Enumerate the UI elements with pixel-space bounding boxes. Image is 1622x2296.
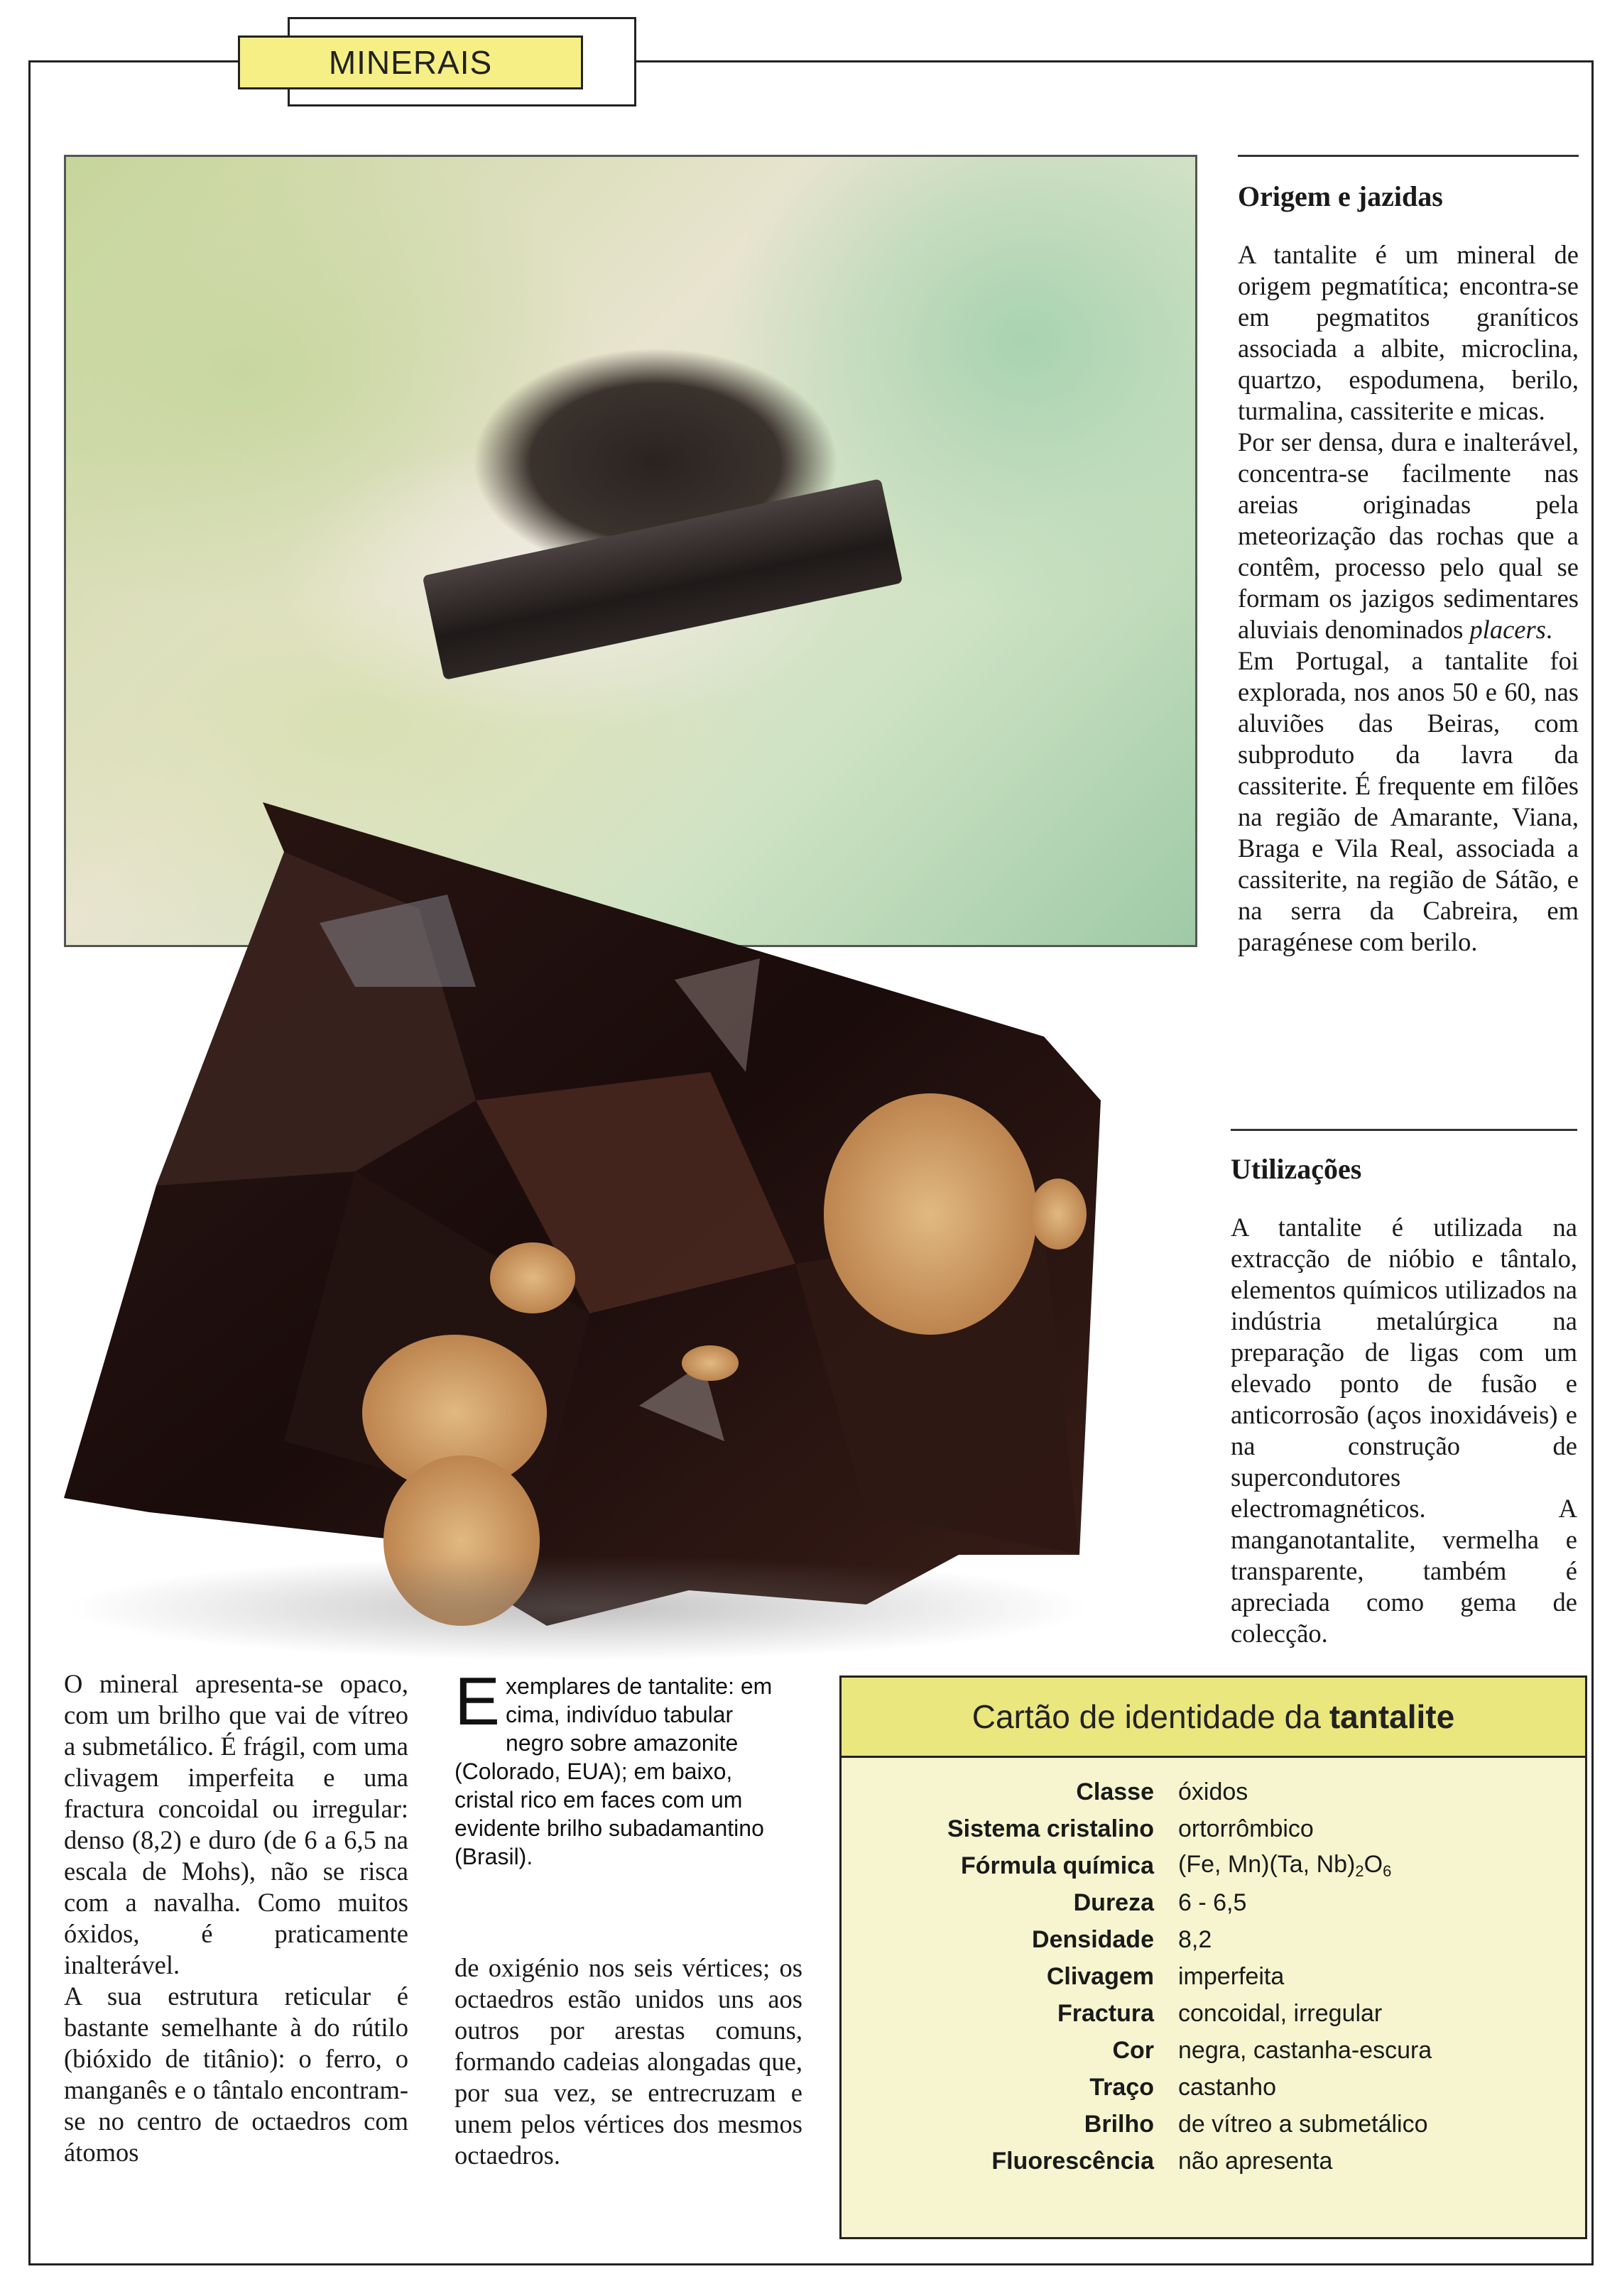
id-row-brilho: Brilho de vítreo a submetálico (1084, 2110, 1428, 2138)
page-frame-bottom (28, 2263, 1594, 2265)
id-row-cor: Cor negra, castanha-escura (1112, 2036, 1432, 2064)
origin-section (1238, 181, 1579, 958)
origin-paragraph-2: Por ser densa, dura e inalterável, concentra-se facilmente nas areias originadas pela meteorização das rochas que a contêm, processo pelo qual se formam os jazigos sedimentares aluviais denominados placers. (1238, 427, 1579, 644)
page-frame-left (28, 60, 31, 2265)
uses-paragraph-1: A tantalite é utilizada na extracção de nióbio e tântalo, elementos químicos utilizados na indústria metalúrgica na preparação de ligas com um elevado ponto de fusão e anticorrosão (aços inoxidáveis) e na construção de supercondutores electromagnéticos. A manganotantalite, vermelha e transparente, também é apreciada como gema de colecção. (1231, 1213, 1577, 1648)
id-row-formula: Fórmula química (Fe, Mn)(Ta, $Nb)_2O_6$ (960, 1851, 1392, 1880)
mineral-name: tantalite (1329, 1698, 1455, 1735)
tabular-crystal-shape (423, 479, 903, 680)
uses-section (1231, 1154, 1577, 1649)
id-row-traco: Traço castanho (1089, 2073, 1276, 2101)
photo-tantalite-crystal (50, 802, 1101, 1675)
id-row-classe: Classe óxidos (1076, 1778, 1248, 1805)
id-row-dureza: Dureza 6 - 6,5 (1073, 1888, 1247, 1916)
origin-heading: Origem e jazidas (1238, 180, 1443, 212)
page-frame-right (1591, 60, 1594, 2265)
uses-rule (1231, 1129, 1577, 1131)
origin-rule (1238, 155, 1579, 157)
body-mid-paragraph-1: de oxigénio nos seis vértices; os octaedros estão unidos uns aos outros por arestas comuns, formando cadeias alongadas que, por sua vez, se entrecruzam e unem pelos vértices dos mesmos octaedros. (455, 1953, 802, 2170)
identity-card-title: Cartão de identidade da tantalite (842, 1678, 1585, 1758)
origin-paragraph-1: A tantalite é um mineral de origem pegmatítica; encontra-se em pegmatitos graníticos associada a albite, microclina, quartzo, espodumena, berilo, turmalina, cassiterite e micas. (1238, 240, 1579, 425)
caption-text: xemplares de tantalite: em cima, indivíduo tabular negro sobre amazonite (Colorado, EUA); em baixo, cristal rico em faces com um evidente brilho subadamantino (Brasil). (455, 1673, 773, 1869)
body-left-paragraph-1: O mineral apresenta-se opaco, com um brilho que vai de vítreo a submetálico. É frágil, com uma clivagem imperfeita e uma fractura concoidal ou irregular: denso (8,2) e duro (de 6 a 6,5 na escala de Mohs), não se risca com a navalha. Como muitos óxidos, é praticamente inalterável. (64, 1669, 408, 1979)
origin-paragraph-3: Em Portugal, a tantalite foi explorada, nos anos 50 e 60, nas aluviões das Beiras, com subproduto da lavra da cassiterite. É frequente em filões na região de Amarante, Viana, Braga e Vila Real, associada a cassiterite, na região de Sátão, e na serra da Cabreira, em paragénese com berilo. (1238, 646, 1579, 956)
body-left-paragraph-2: A sua estrutura reticular é bastante semelhante à do rútilo (bióxido de titânio): o ferro, o manganês e o tântalo encontram-se no centro de octaedros com átomos (64, 1981, 408, 2167)
body-mid-column (455, 1952, 802, 2171)
section-tag (238, 35, 586, 87)
placers-term: placers (1469, 615, 1546, 644)
uses-heading: Utilizações (1231, 1153, 1362, 1185)
id-row-fluorescencia: Fluorescência não apresenta (991, 2147, 1333, 2175)
caption-dropcap: E (455, 1663, 501, 1739)
id-row-fractura: Fractura concoidal, irregular (1057, 1999, 1383, 2027)
crystal-shadow (64, 1555, 1094, 1661)
id-row-clivagem: Clivagem imperfeita (1046, 1962, 1285, 1990)
id-row-densidade: Densidade 8,2 (1032, 1925, 1212, 1953)
identity-card-rows (842, 1758, 1585, 2180)
body-left-column (64, 1668, 408, 2168)
id-row-sistema: Sistema cristalino ortorrômbico (947, 1815, 1314, 1842)
section-tag-label: MINERAIS (238, 35, 583, 89)
identity-card (839, 1675, 1587, 2239)
photo-caption (455, 1663, 788, 1871)
crystal-illustration (50, 802, 1101, 1675)
